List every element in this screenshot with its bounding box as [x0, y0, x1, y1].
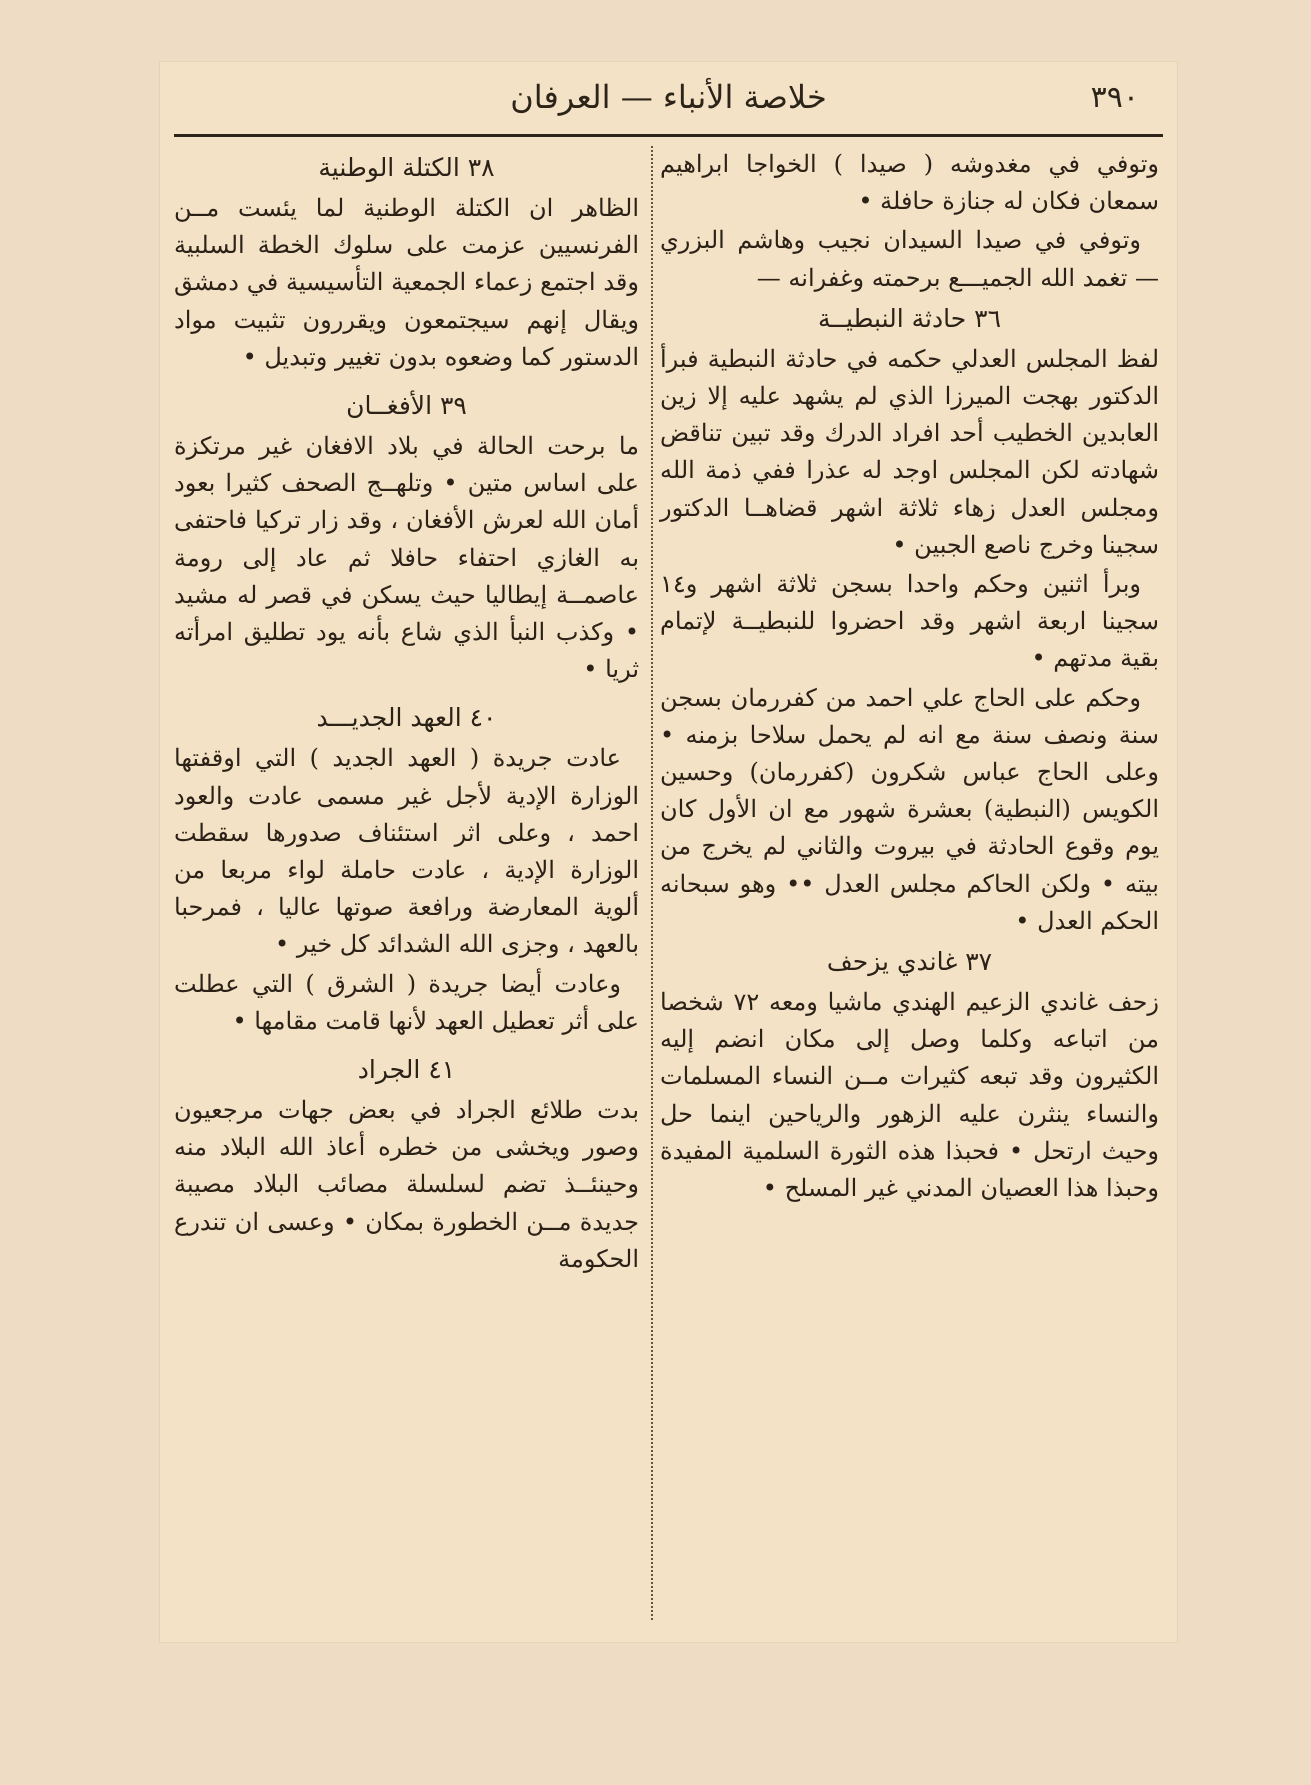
heading-national-bloc: ٣٨ الكتلة الوطنية: [318, 153, 495, 182]
paragraph-kfar-remman: وحكم على الحاج علي احمد من كفررمان بسجن سنة ونصف سنة مع انه لم يحمل سلاحا بزمنه • وعلى الحاج عباس شكرون (كفررمان) وحسين الكويس (النبطية) بعشرة شهور مع ان الأول كان يوم وقوع الحادثة في بيروت والثاني لم يخرج من بيته • ولكن الحاكم مجلس العدل •• وهو سبحانه الحكم العدل •: [660, 683, 1159, 935]
page-number: ٣٩٠: [1090, 80, 1139, 115]
heading-locusts: ٤١ الجراد: [357, 1055, 456, 1085]
paragraph-sidon-obituary: وتوفي في صيدا السيدان نجيب وهاشم البزري — تغمد الله الجميـــع برحمته وغفرانه —: [660, 226, 1159, 292]
paragraph-locusts: بدت طلائع الجراد في بعض جهات مرجعيون وصور ويخشى من خطره أعاذ الله البلاد منه وحينئــذ تضم لسلسلة مصائب البلاد مصيبة جديدة مــن الخطورة بمكان • وعسى ان تندرع الحكومة: [174, 1096, 640, 1273]
paragraph-nabatieh-verdict: لفظ المجلس العدلي حكمه في حادثة النبطية فبرأ الدكتور بهجت الميرزا الذي لم يشهد عليه إلا زين العابدين الخطيب أحد افراد الدرك وقد تبين تناقض شهادته لكن المجلس اوجد له عذرا ففي ذمة الله ومجلس العدل زهاء ثلاثة اشهر قضاهــا الدكتور سجينا وخرج ناصع الجبين •: [660, 344, 1159, 559]
left-column: [174, 146, 639, 1622]
heading-gandhi-march: ٣٧ غاندي يزحف: [826, 947, 993, 977]
newspaper-page: [160, 62, 1177, 1642]
paragraph-al-sharq: وعادت أيضا جريدة ( الشرق ) التي عطلت على أثر تعطيل العهد لأنها قامت مقامها •: [174, 969, 639, 1035]
paragraph-nabatieh-sentences: وبرأ اثنين وحكم واحدا بسجن ثلاثة اشهر و١٤ سجينا اربعة اشهر وقد احضروا للنبطيــة لإتمام بقية مدتهم •: [660, 570, 1159, 673]
right-column: [660, 146, 1159, 1622]
heading-new-era: ٤٠ العهد الجديـــد: [316, 703, 497, 733]
header-rule: [174, 134, 1163, 137]
paragraph-afghanistan: ما برحت الحالة في بلاد الافغان غير مرتكزة على اساس متين • وتلهــج الصحف كثيرا بعود أمان الله لعرش الأفغان ، وقد زار تركيا فاحتفى به الغازي احتفاء حافلا ثم عاد إلى رومة عاصمــة إيطاليا حيث يسكن في قصر له مشيد • وكذب النبأ الذي شاع بأنه يود تطليق امرأته ثريا •: [174, 432, 639, 684]
paragraph-new-era: عادت جريدة ( العهد الجديد ) التي اوقفتها الوزارة الإدية لأجل غير مسمى عادت والعود احمد ، وعلى اثر استئناف صدورها سقطت الوزارة الإدية ، عادت حاملة لواء مربعا من ألوية المعارضة ورافعة صوتها عاليا ، فمرحبا بالعهد ، وجزى الله الشدائد كل خير •: [174, 744, 639, 959]
column-divider: [651, 146, 653, 1620]
heading-nabatieh-incident: ٣٦ حادثة النبطيــة: [817, 303, 1002, 333]
page-header: [174, 74, 1163, 132]
paragraph-gandhi: زحف غاندي الزعيم الهندي ماشيا ومعه ٧٢ شخصا من اتباعه وكلما وصل إلى مكان انضم إليه الكثيرون وقد تبعه كثيرات مــن النساء المسلمات والنساء ينثرن عليه الزهور والرياحين اينما حل وحيث ارتحل • فحبذا هذه الثورة السلمية المفيدة وحبذا هذا العصيان المدني غير المسلح •: [660, 988, 1159, 1203]
paragraph-national-bloc: الظاهر ان الكتلة الوطنية لما يئست مــن الفرنسيين عزمت على سلوك الخطة السلبية وقد اجتمع زعماء الجمعية التأسيسية في دمشق ويقال إنهم سيجتمعون ويقررون تثبيت مواد الدستور كما وضعوه بدون تغيير وتبديل •: [174, 194, 639, 371]
paragraph-moghdoucheh: وتوفي في مغدوشه ( صيدا ) الخواجا ابراهيم سمعان فكان له جنازة حافلة •: [660, 150, 1159, 216]
heading-afghanistan: ٣٩ الأفغــان: [346, 391, 467, 421]
running-title: خلاصة الأنباء — العرفان: [510, 78, 827, 116]
